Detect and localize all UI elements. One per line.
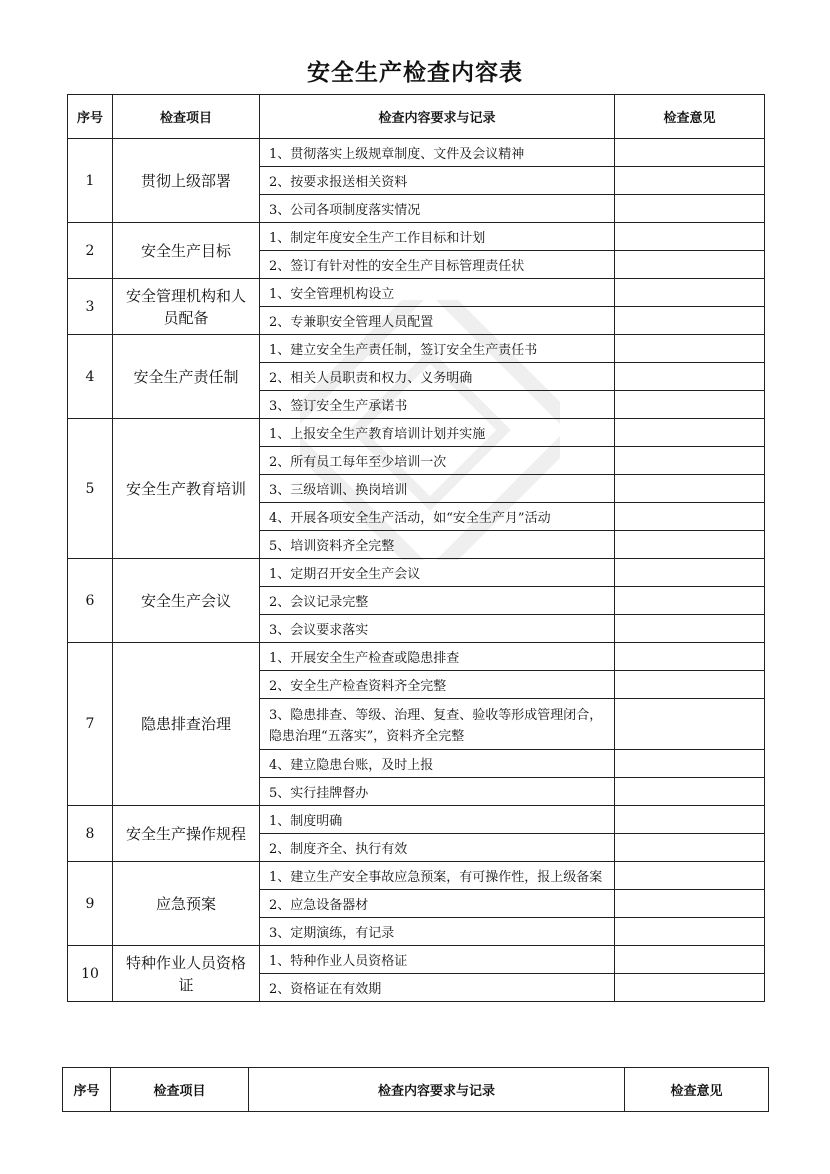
opinion-cell[interactable] [615, 363, 765, 391]
requirement-text: 2、会议记录完整 [260, 587, 615, 615]
opinion-cell[interactable] [615, 699, 765, 750]
header-opinion: 检查意见 [625, 1068, 769, 1112]
opinion-cell[interactable] [615, 531, 765, 559]
table-row [68, 139, 765, 167]
opinion-cell[interactable] [615, 307, 765, 335]
continuation-table [62, 1067, 769, 1112]
opinion-cell[interactable] [615, 195, 765, 223]
requirement-text: 1、建立生产安全事故应急预案，有可操作性，报上级备案 [260, 862, 615, 890]
opinion-cell[interactable] [615, 643, 765, 671]
inspection-item: 隐患排查治理 [113, 643, 260, 806]
header-item: 检查项目 [111, 1068, 249, 1112]
row-number: 9 [68, 862, 113, 946]
row-number: 1 [68, 139, 113, 223]
table-body [68, 139, 765, 1002]
inspection-item: 安全管理机构和人员配备 [113, 279, 260, 335]
opinion-cell[interactable] [615, 391, 765, 419]
row-number: 8 [68, 806, 113, 862]
requirement-text: 2、所有员工每年至少培训一次 [260, 447, 615, 475]
requirement-text: 3、签订安全生产承诺书 [260, 391, 615, 419]
header-no: 序号 [68, 95, 113, 139]
inspection-item: 安全生产目标 [113, 223, 260, 279]
opinion-cell[interactable] [615, 862, 765, 890]
opinion-cell[interactable] [615, 447, 765, 475]
inspection-item: 特种作业人员资格证 [113, 946, 260, 1002]
requirement-text: 2、按要求报送相关资料 [260, 167, 615, 195]
requirement-text: 1、开展安全生产检查或隐患排查 [260, 643, 615, 671]
opinion-cell[interactable] [615, 419, 765, 447]
requirement-text: 1、制定年度安全生产工作目标和计划 [260, 223, 615, 251]
requirement-text: 1、特种作业人员资格证 [260, 946, 615, 974]
opinion-cell[interactable] [615, 946, 765, 974]
table-row [68, 279, 765, 307]
requirement-text: 2、专兼职安全管理人员配置 [260, 307, 615, 335]
requirement-text: 2、资格证在有效期 [260, 974, 615, 1002]
table-row [68, 806, 765, 834]
requirement-text: 3、定期演练，有记录 [260, 918, 615, 946]
opinion-cell[interactable] [615, 223, 765, 251]
table-row [68, 643, 765, 671]
inspection-item: 安全生产会议 [113, 559, 260, 643]
opinion-cell[interactable] [615, 503, 765, 531]
opinion-cell[interactable] [615, 671, 765, 699]
requirement-text: 3、隐患排查、等级、治理、复查、验收等形成管理闭合，隐患治理“五落实”，资料齐全完整 [260, 699, 615, 750]
opinion-cell[interactable] [615, 167, 765, 195]
opinion-cell[interactable] [615, 279, 765, 307]
requirement-text: 1、安全管理机构设立 [260, 279, 615, 307]
row-number: 2 [68, 223, 113, 279]
row-number: 10 [68, 946, 113, 1002]
requirement-text: 2、签订有针对性的安全生产目标管理责任状 [260, 251, 615, 279]
requirement-text: 3、会议要求落实 [260, 615, 615, 643]
row-number: 7 [68, 643, 113, 806]
requirement-text: 5、培训资料齐全完整 [260, 531, 615, 559]
inspection-item: 贯彻上级部署 [113, 139, 260, 223]
requirement-text: 1、建立安全生产责任制，签订安全生产责任书 [260, 335, 615, 363]
requirement-text: 4、建立隐患台账，及时上报 [260, 750, 615, 778]
requirement-text: 3、公司各项制度落实情况 [260, 195, 615, 223]
table-row [68, 223, 765, 251]
table-row [68, 862, 765, 890]
opinion-cell[interactable] [615, 974, 765, 1002]
opinion-cell[interactable] [615, 890, 765, 918]
requirement-text: 2、安全生产检查资料齐全完整 [260, 671, 615, 699]
header-item: 检查项目 [113, 95, 260, 139]
requirement-text: 1、定期召开安全生产会议 [260, 559, 615, 587]
requirement-text: 2、制度齐全、执行有效 [260, 834, 615, 862]
header-opinion: 检查意见 [615, 95, 765, 139]
requirement-text: 4、开展各项安全生产活动，如“安全生产月”活动 [260, 503, 615, 531]
table-row [68, 419, 765, 447]
opinion-cell[interactable] [615, 750, 765, 778]
opinion-cell[interactable] [615, 139, 765, 167]
row-number: 4 [68, 335, 113, 419]
inspection-item: 安全生产操作规程 [113, 806, 260, 862]
opinion-cell[interactable] [615, 615, 765, 643]
opinion-cell[interactable] [615, 587, 765, 615]
opinion-cell[interactable] [615, 335, 765, 363]
requirement-text: 3、三级培训、换岗培训 [260, 475, 615, 503]
table-row [68, 559, 765, 587]
opinion-cell[interactable] [615, 918, 765, 946]
requirement-text: 2、相关人员职责和权力、义务明确 [260, 363, 615, 391]
opinion-cell[interactable] [615, 834, 765, 862]
inspection-item: 安全生产责任制 [113, 335, 260, 419]
requirement-text: 2、应急设备器材 [260, 890, 615, 918]
requirement-text: 1、贯彻落实上级规章制度、文件及会议精神 [260, 139, 615, 167]
continuation-header-row [63, 1068, 769, 1112]
requirement-text: 1、上报安全生产教育培训计划并实施 [260, 419, 615, 447]
requirement-text: 5、实行挂牌督办 [260, 778, 615, 806]
table-row [68, 335, 765, 363]
opinion-cell[interactable] [615, 475, 765, 503]
inspection-table [67, 94, 765, 1002]
inspection-item: 安全生产教育培训 [113, 419, 260, 559]
row-number: 3 [68, 279, 113, 335]
header-no: 序号 [63, 1068, 111, 1112]
row-number: 6 [68, 559, 113, 643]
opinion-cell[interactable] [615, 559, 765, 587]
opinion-cell[interactable] [615, 251, 765, 279]
row-number: 5 [68, 419, 113, 559]
header-requirements: 检查内容要求与记录 [260, 95, 615, 139]
inspection-item: 应急预案 [113, 862, 260, 946]
opinion-cell[interactable] [615, 806, 765, 834]
header-requirements: 检查内容要求与记录 [249, 1068, 625, 1112]
table-row [68, 946, 765, 974]
table-header-row [68, 95, 765, 139]
page-title: 安全生产检查内容表 [307, 60, 523, 86]
requirement-text: 1、制度明确 [260, 806, 615, 834]
opinion-cell[interactable] [615, 778, 765, 806]
